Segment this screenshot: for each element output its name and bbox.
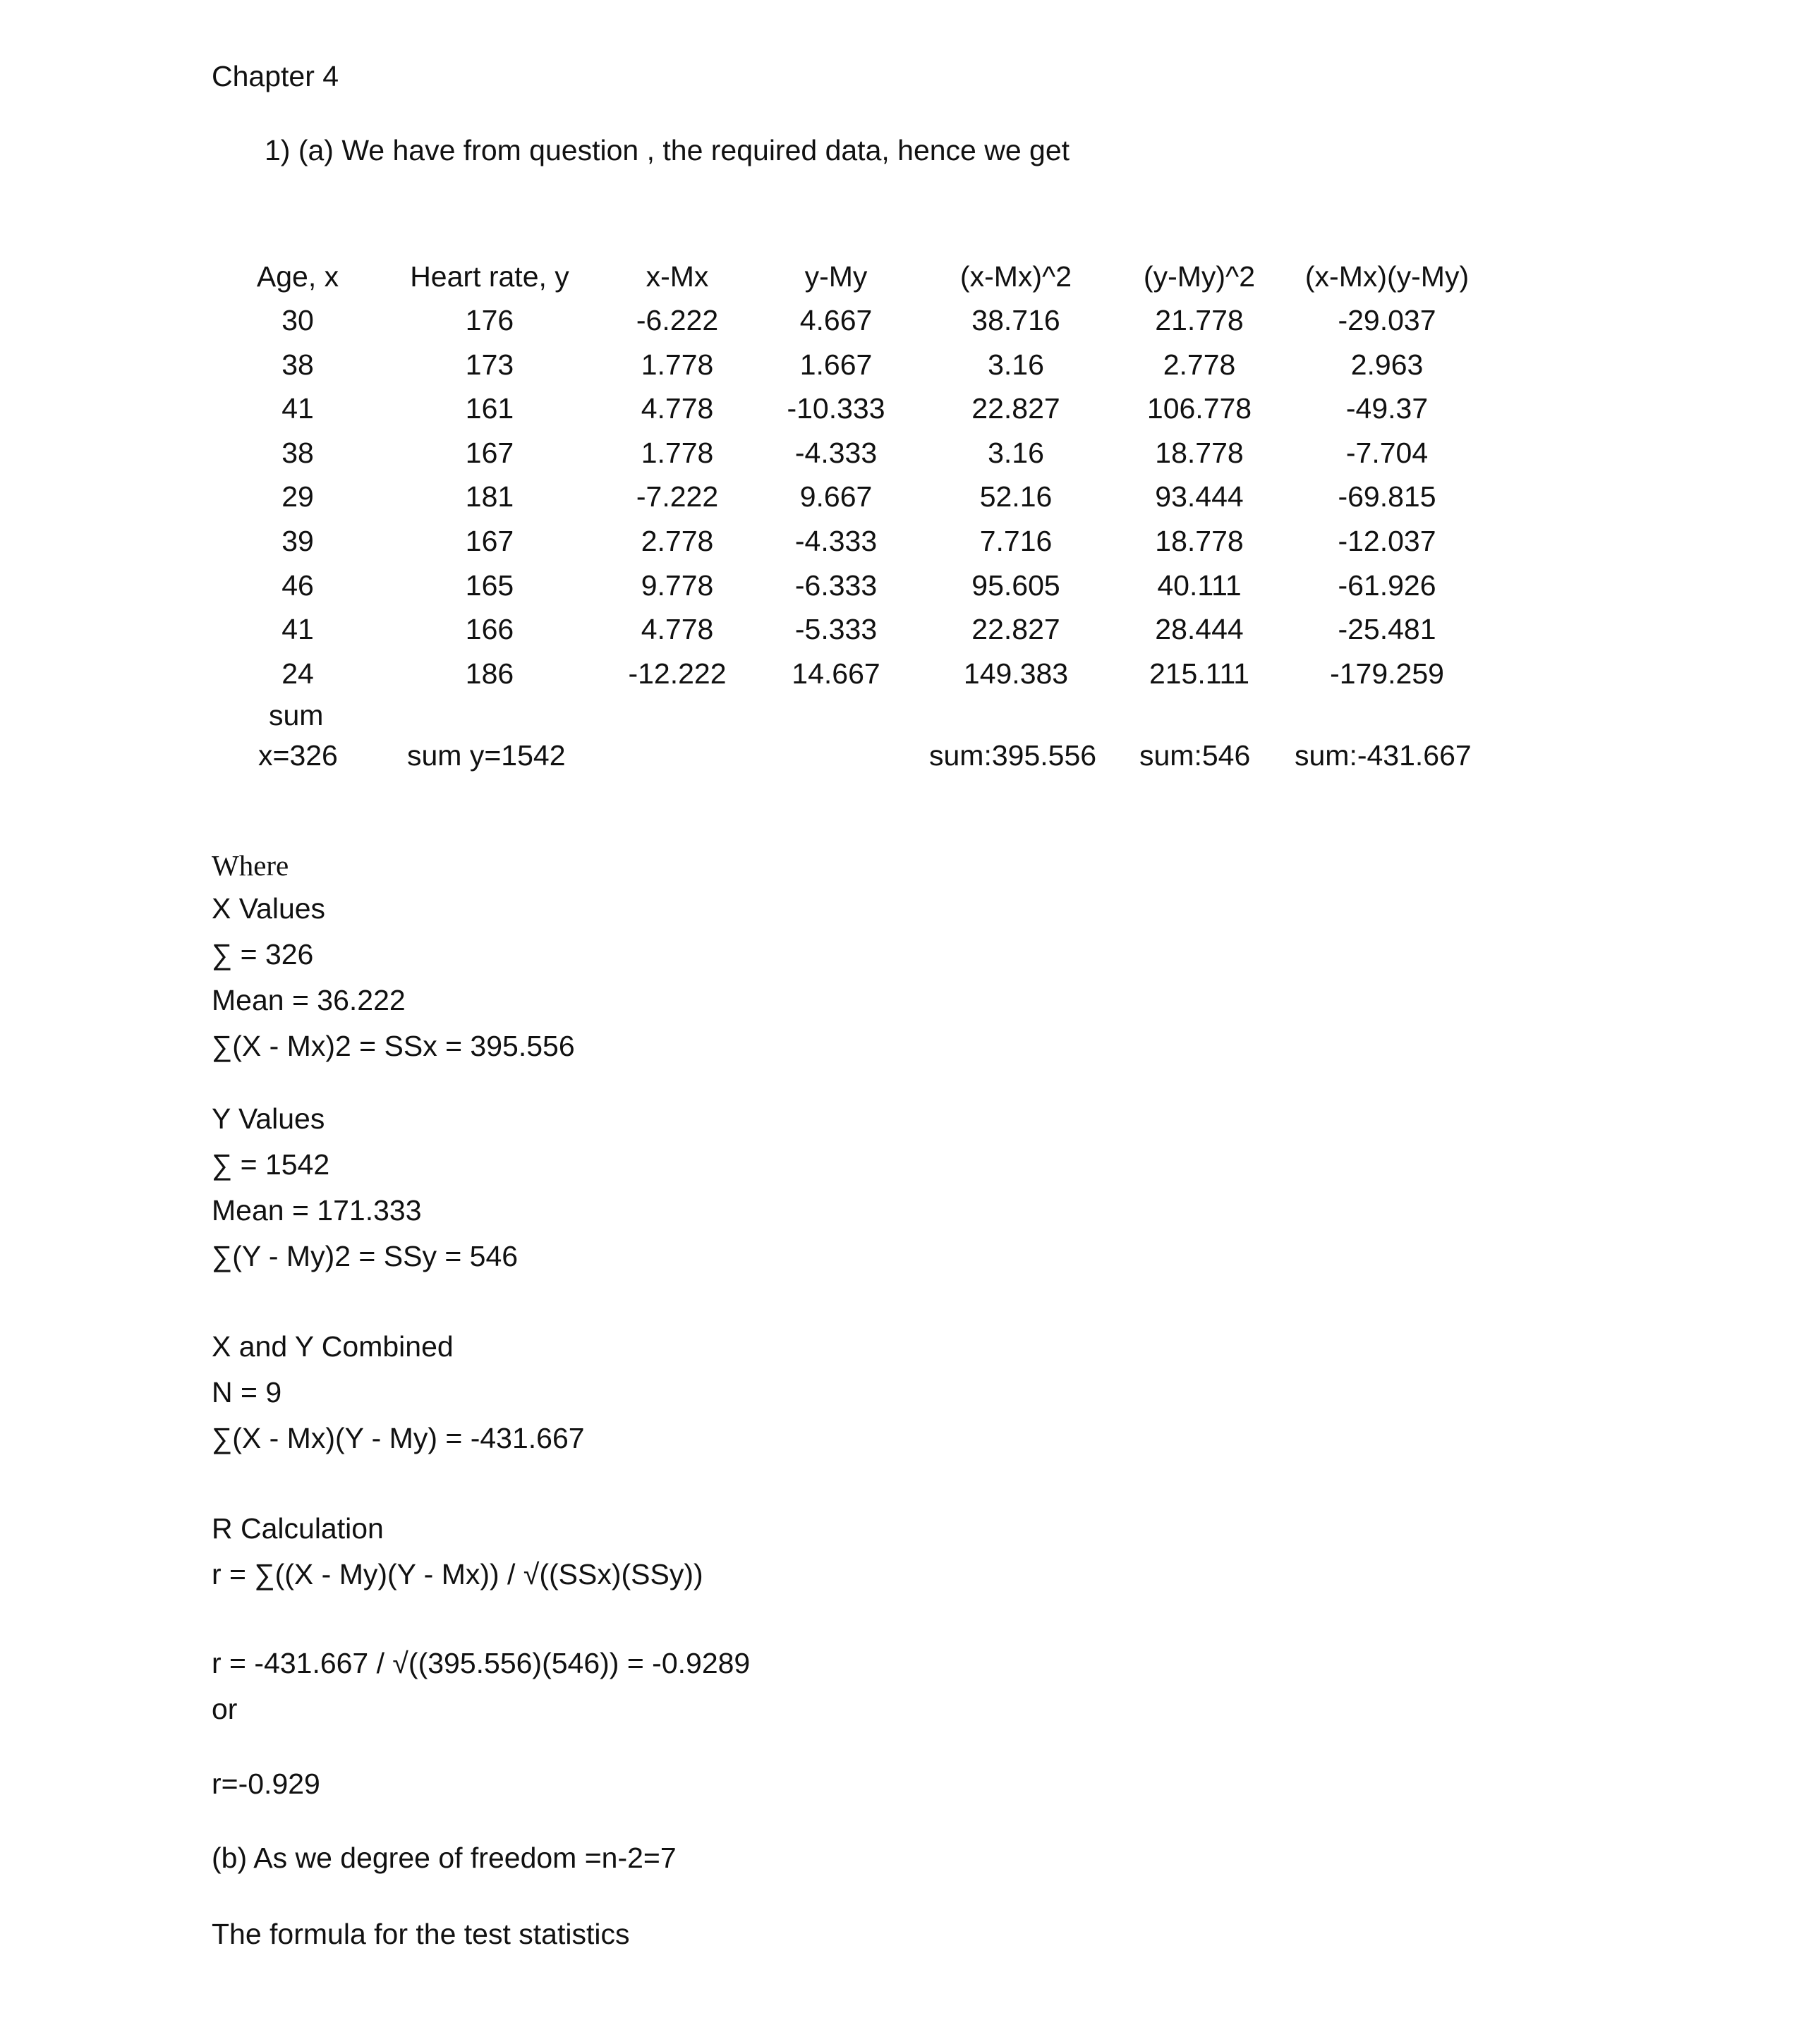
y-values-ss: ∑(Y - My)2 = SSy = 546 [212, 1240, 519, 1272]
r-calc-formula: r = ∑((X - My)(Y - Mx)) / √((SSx)(SSy)) [212, 1558, 703, 1590]
table-cell: 14.667 [792, 657, 880, 690]
table-cell: 1.778 [641, 436, 714, 469]
table-cell: -6.222 [636, 304, 719, 336]
chapter-title: Chapter 4 [212, 60, 339, 92]
table-header-cell: (y-My)^2 [1143, 260, 1256, 293]
r-calc-result: r = -431.667 / √((395.556)(546)) = -0.9289 [212, 1647, 751, 1679]
table-cell: 41 [281, 392, 314, 425]
table-cell: 18.778 [1155, 436, 1244, 469]
question-intro: 1) (a) We have from question , the required data, hence we get [265, 134, 1070, 166]
table-cell: 1.778 [641, 348, 714, 381]
table-header-cell: x-Mx [646, 260, 709, 293]
table-cell: 29 [281, 480, 314, 513]
table-cell: 28.444 [1155, 613, 1244, 646]
table-cell: 166 [465, 613, 514, 646]
table-header-cell: (x-Mx)(y-My) [1304, 260, 1470, 293]
table-cell: -7.704 [1345, 436, 1429, 469]
table-cell: -25.481 [1338, 613, 1436, 646]
table-cell: 4.778 [641, 613, 714, 646]
table-cell: 38.716 [971, 304, 1060, 336]
x-values-mean: Mean = 36.222 [212, 984, 406, 1016]
table-cell: 149.383 [963, 657, 1069, 690]
table-cell: 165 [465, 568, 514, 602]
table-sum-y: sum y=1542 [407, 739, 566, 772]
table-cell: -4.333 [794, 525, 878, 557]
table-header-cell: (x-Mx)^2 [959, 260, 1072, 293]
table-cell: 18.778 [1155, 525, 1244, 557]
table-cell: -12.037 [1338, 525, 1436, 557]
where-label: Where [212, 849, 289, 882]
table-cell: 7.716 [979, 525, 1053, 557]
part-b-text: (b) As we degree of freedom =n-2=7 [212, 1842, 677, 1874]
table-cell: 2.778 [1163, 348, 1236, 381]
table-sum-x: x=326 [258, 739, 338, 772]
table-cell: -5.333 [794, 613, 878, 646]
combined-heading: X and Y Combined [212, 1330, 454, 1363]
table-cell: -7.222 [636, 480, 719, 513]
test-stat-text: The formula for the test statistics [212, 1918, 630, 1950]
table-cell: 22.827 [971, 392, 1060, 425]
table-header-cell: Heart rate, y [410, 260, 569, 293]
table-cell: 38 [281, 436, 314, 469]
table-cell: 41 [281, 613, 314, 646]
table-cell: 173 [465, 348, 514, 381]
table-cell: 181 [465, 480, 514, 513]
table-cell: 4.778 [641, 392, 714, 425]
table-sum-label: sum [269, 699, 324, 731]
table-cell: 106.778 [1146, 392, 1252, 425]
table-cell: 9.778 [641, 568, 714, 602]
table-cell: 93.444 [1155, 480, 1244, 513]
x-values-heading: X Values [212, 892, 326, 925]
table-sum-sq-x: sum:395.556 [929, 739, 1097, 772]
table-cell: 21.778 [1155, 304, 1244, 336]
table-cell: 2.778 [641, 525, 714, 557]
table-cell: 3.16 [988, 348, 1044, 381]
table-cell: -179.259 [1330, 657, 1444, 690]
table-cell: 9.667 [799, 480, 873, 513]
table-cell: 24 [281, 657, 314, 690]
x-values-sum: ∑ = 326 [212, 938, 314, 971]
table-cell: 52.16 [979, 480, 1053, 513]
y-values-sum: ∑ = 1542 [212, 1148, 330, 1181]
x-values-ss: ∑(X - Mx)2 = SSx = 395.556 [212, 1030, 575, 1062]
table-cell: 46 [281, 568, 314, 602]
table-cell: 176 [465, 304, 514, 336]
table-cell: 38 [281, 348, 314, 381]
table-cell: 95.605 [971, 568, 1060, 602]
table-cell: 167 [465, 436, 514, 469]
r-calc-heading: R Calculation [212, 1512, 384, 1545]
table-cell: 215.111 [1149, 657, 1250, 690]
table-cell: 39 [281, 525, 314, 557]
table-header-cell: y-My [804, 260, 868, 293]
table-cell: -10.333 [787, 392, 885, 425]
table-cell: 40.111 [1157, 568, 1242, 602]
combined-n: N = 9 [212, 1376, 282, 1409]
table-cell: -4.333 [794, 436, 878, 469]
y-values-mean: Mean = 171.333 [212, 1194, 422, 1227]
table-cell: 161 [465, 392, 514, 425]
table-cell: -6.333 [794, 568, 878, 602]
table-cell: 1.667 [799, 348, 873, 381]
combined-sp: ∑(X - Mx)(Y - My) = -431.667 [212, 1422, 585, 1454]
table-cell: -49.37 [1345, 392, 1429, 425]
table-cell: -69.815 [1338, 480, 1436, 513]
table-cell: -61.926 [1338, 568, 1436, 602]
table-sum-xy: sum:-431.667 [1295, 739, 1472, 772]
table-cell: -29.037 [1338, 304, 1436, 336]
table-cell: 167 [465, 525, 514, 557]
r-calc-rounded: r=-0.929 [212, 1768, 320, 1800]
y-values-heading: Y Values [212, 1102, 325, 1135]
table-cell: 2.963 [1350, 348, 1424, 381]
table-cell: 4.667 [799, 304, 873, 336]
table-cell: 22.827 [971, 613, 1060, 646]
table-cell: 3.16 [988, 436, 1044, 469]
table-header-cell: Age, x [256, 260, 339, 293]
table-cell: 30 [281, 304, 314, 336]
table-cell: -12.222 [628, 657, 727, 690]
table-sum-sq-y: sum:546 [1139, 739, 1251, 772]
table-cell: 186 [465, 657, 514, 690]
r-calc-or: or [212, 1693, 238, 1725]
